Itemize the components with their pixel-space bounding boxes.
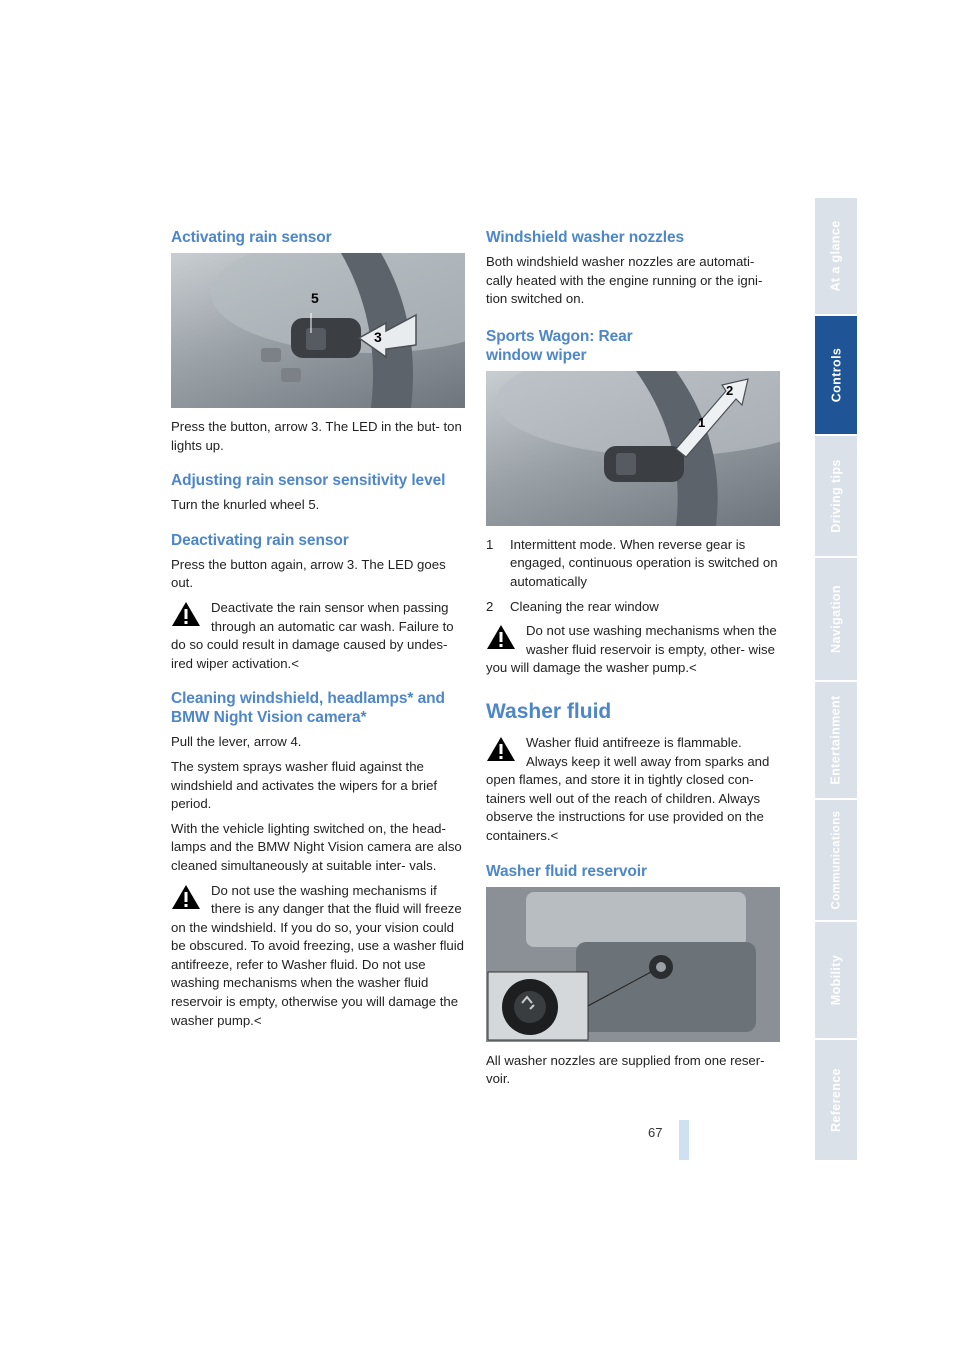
heading-washer-nozzles: Windshield washer nozzles: [486, 229, 685, 246]
heading-cleaning-windshield: Cleaning windshield, headlamps* and BMW Night Vision camera*: [171, 690, 445, 727]
tab-navigation[interactable]: Navigation: [815, 558, 857, 682]
warning-triangle-icon: [486, 624, 516, 650]
tab-at-a-glance[interactable]: At a glance: [815, 198, 857, 316]
heading-sensitivity-level: Adjusting rain sensor sensitivity level: [171, 472, 446, 490]
tab-entertainment[interactable]: Entertainment: [815, 682, 857, 800]
figure-rear-wiper-lever: [486, 371, 780, 526]
warning-pump: [486, 622, 782, 678]
figure-washer-reservoir: [486, 887, 780, 1042]
warning-freeze: [171, 882, 467, 1031]
text-pull-lever: Pull the lever, arrow 4.: [171, 734, 302, 750]
heading-washer-reservoir: Washer fluid reservoir: [486, 862, 647, 880]
text-nozzles-heated: Both windshield washer nozzles are automati- cally heated with the engine running or the igni- tion switched on.: [486, 254, 763, 307]
heading-sports-wagon: Sports Wagon: Rear window wiper: [486, 327, 633, 364]
list-number: 1: [486, 536, 494, 552]
heading-deactivating-rain-sensor: Deactivating rain sensor: [171, 531, 349, 549]
callout-label-3: 3: [374, 329, 382, 345]
list-text: Intermittent mode. When reverse gear is engaged, continuous operation is switched on automatically: [510, 536, 778, 589]
text-press-button: Press the button, arrow 3. The LED in the but- ton lights up.: [171, 419, 462, 453]
page-number: 67: [648, 1125, 663, 1140]
warning-flammable-text: Washer fluid antifreeze is flammable. Always keep it well away from sparks and open flames, and store it in tightly closed con- tainers well out of the reach of children. Always observe the instructions for use provided on the containers.<: [486, 734, 770, 843]
right-column: [486, 228, 782, 1095]
tab-controls[interactable]: Controls: [815, 316, 857, 436]
heading-washer-fluid: Washer fluid: [486, 699, 612, 723]
text-system-sprays: The system sprays washer fluid against the windshield and activates the wipers for a brief period.: [171, 758, 438, 812]
rain-sensor-lever-illustration: [171, 253, 465, 408]
callout-label-1: 1: [698, 414, 706, 430]
left-column: [171, 228, 467, 1040]
tab-communications[interactable]: Communications: [815, 800, 857, 922]
heading-activating-rain-sensor: Activating rain sensor: [171, 229, 332, 246]
warning-flammable: [486, 734, 782, 846]
warning-triangle-icon: [171, 601, 201, 627]
callout-label-5: 5: [311, 290, 319, 306]
tab-driving-tips[interactable]: Driving tips: [815, 436, 857, 558]
tab-mobility[interactable]: Mobility: [815, 922, 857, 1040]
text-turn-wheel: Turn the knurled wheel 5.: [171, 497, 320, 513]
warning-pump-text: Do not use washing mechanisms when the washer fluid reservoir is empty, other- wise you will damage the washer pump.<: [486, 623, 777, 676]
tab-reference[interactable]: Reference: [815, 1040, 857, 1162]
warning-triangle-icon: [486, 736, 516, 762]
figure-rain-sensor-lever: [171, 253, 465, 408]
warning-triangle-icon: [171, 884, 201, 910]
list-text: Cleaning the rear window: [510, 598, 659, 614]
text-vehicle-lighting: With the vehicle lighting switched on, the head- lamps and the BMW Night Vision camera are also cleaned simultaneously at suitable inter- vals.: [171, 820, 462, 873]
callout-label-2: 2: [726, 382, 734, 398]
warning-car-wash: [171, 599, 467, 673]
rear-wiper-lever-illustration: [486, 371, 780, 526]
list-item: [486, 598, 782, 617]
warning-freeze-text: Do not use the washing mechanisms if there is any danger that the fluid will freeze on the windshield. If you do so, your vision could be obscured. To avoid freezing, use a washer fluid antifreeze, refer to Washer fluid. Do not use washing mechanisms when the washer fluid reservoir is empty, otherwise you will damage the washer pump.<: [171, 882, 464, 1028]
text-supplied-one-reservoir: All washer nozzles are supplied from one reser- voir.: [486, 1052, 765, 1087]
warning-car-wash-text: Deactivate the rain sensor when passing through an automatic car wash. Failure to do so could result in damage caused by undes- ired wiper activation.<: [171, 599, 454, 671]
page-number-bar: [679, 1120, 689, 1160]
engine-bay-illustration: [486, 887, 780, 1042]
list-number: 2: [486, 598, 494, 614]
text-press-again: Press the button again, arrow 3. The LED goes out.: [171, 556, 446, 591]
list-item: [486, 536, 782, 592]
